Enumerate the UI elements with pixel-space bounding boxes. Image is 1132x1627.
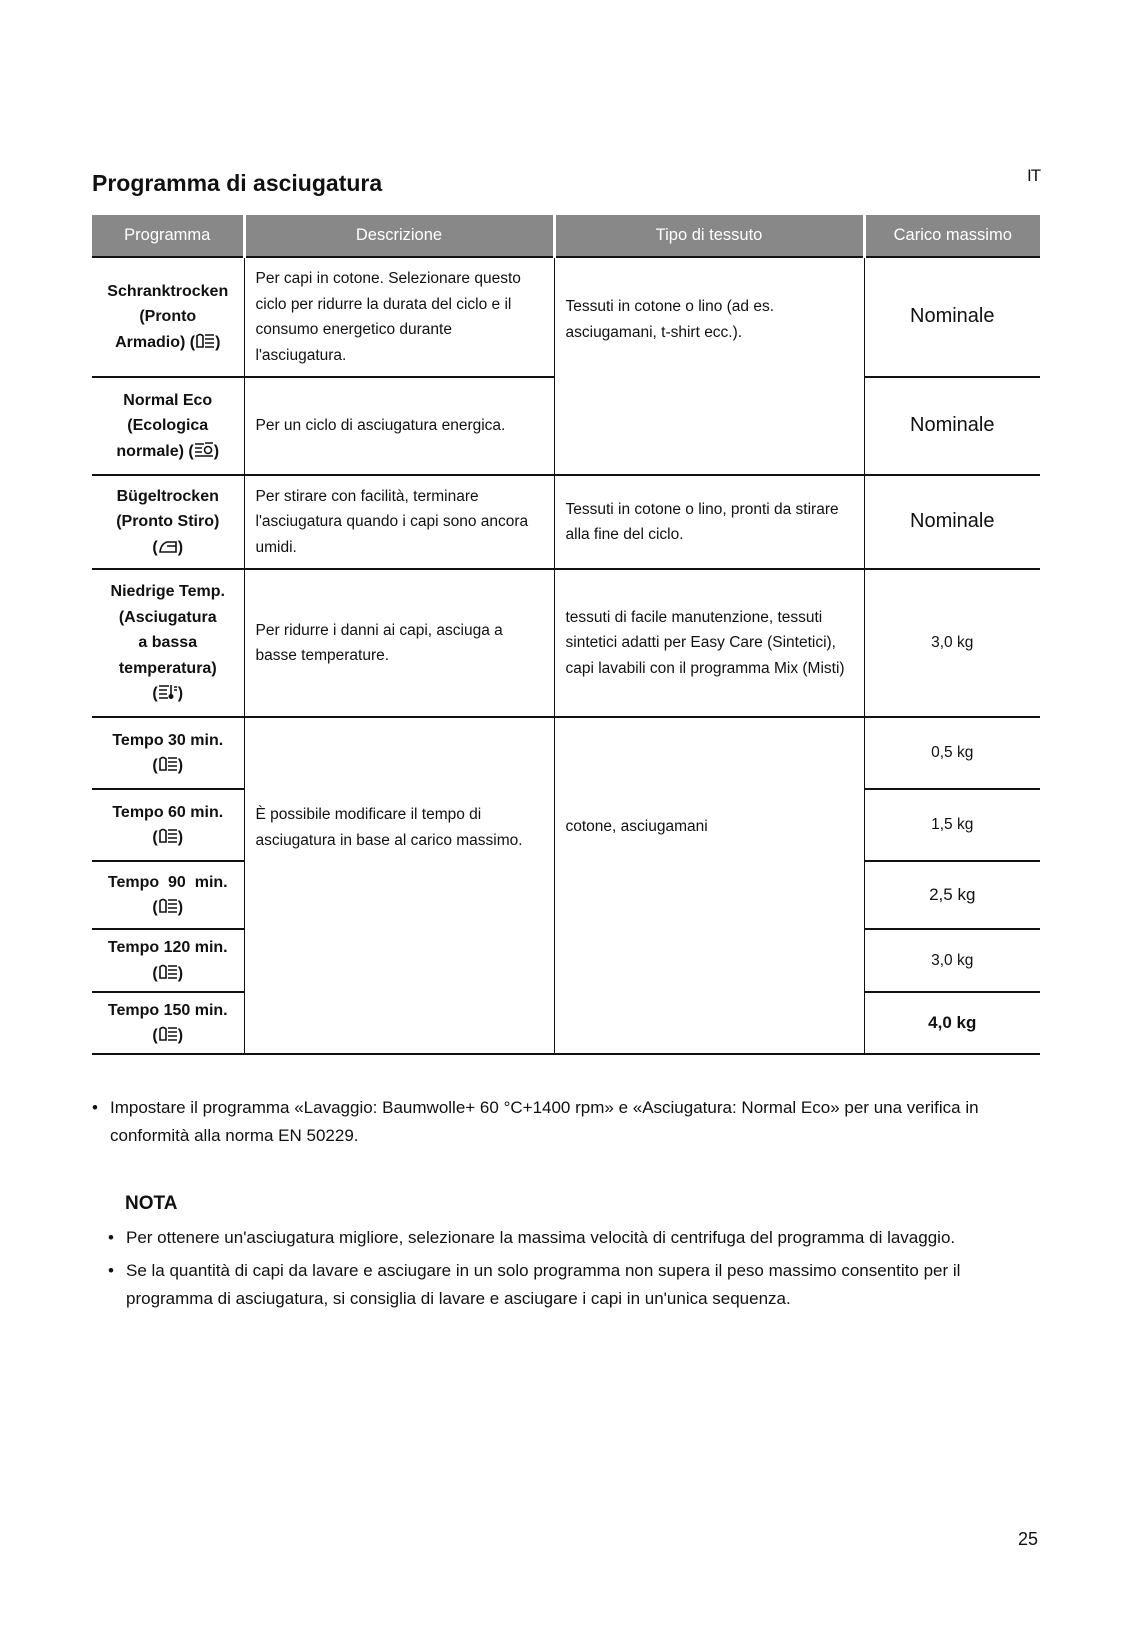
max-load: 3,0 kg <box>864 569 1040 717</box>
table-row <box>92 717 1040 789</box>
timed-dry-icon <box>158 963 178 980</box>
list-item: • Per ottenere un'asciugatura migliore, selezionare la massima velocità di centrifuga del programma di lavaggio. <box>108 1224 1026 1252</box>
dry-cabinet-icon <box>195 332 215 349</box>
verification-note <box>92 1094 1037 1150</box>
timed-dry-icon <box>158 755 178 772</box>
program-name-cell: Bügeltrocken (Pronto Stiro) ( ) <box>92 475 244 569</box>
list-item: • Se la quantità di capi da lavare e asciugare in un solo programma non supera il peso massimo consentito per il programma di asciugatura, si consiglia di lavare e asciugare i capi in un'unica sequenza. <box>108 1257 1026 1313</box>
list-item: • Impostare il programma «Lavaggio: Baumwolle+ 60 °C+1400 rpm» e «Asciugatura: Normal Eco» per una verifica in conformità alla norma EN 50229. <box>92 1094 1037 1150</box>
max-load: 1,5 kg <box>864 789 1040 861</box>
program-name-cell: Tempo 60 min. ( ) <box>92 789 244 861</box>
timed-dry-icon <box>158 1025 178 1042</box>
program-description: È possibile modificare il tempo di asciugatura in base al carico massimo. <box>244 717 554 1054</box>
max-load: 2,5 kg <box>864 861 1040 929</box>
max-load: Nominale <box>864 475 1040 569</box>
table-row <box>92 475 1040 569</box>
program-name-cell: Tempo 150 min. ( ) <box>92 992 244 1054</box>
header-tipo-tessuto: Tipo di tessuto <box>554 215 864 257</box>
max-load: Nominale <box>864 257 1040 377</box>
header-carico-massimo: Carico massimo <box>864 215 1040 257</box>
program-name-cell: Niedrige Temp. (Asciugatura a bassa temperatura) ( ) <box>92 569 244 717</box>
max-load: 3,0 kg <box>864 929 1040 992</box>
iron-dry-icon <box>158 537 178 554</box>
header-programma: Programma <box>92 215 244 257</box>
program-name-cell: Tempo 90 min. ( ) <box>92 861 244 929</box>
nota-heading: NOTA <box>125 1193 178 1214</box>
header-descrizione: Descrizione <box>244 215 554 257</box>
page-title: Programma di asciugatura <box>92 170 383 196</box>
timed-dry-icon <box>158 827 178 844</box>
program-name-cell: Schranktrocken (Pronto Armadio) ( ) <box>92 257 244 377</box>
table-row <box>92 569 1040 717</box>
program-name-cell: Tempo 30 min. ( ) <box>92 717 244 789</box>
program-description: Per capi in cotone. Selezionare questo ciclo per ridurre la durata del ciclo e il consumo energetico durante l'asciugatura. <box>244 257 554 377</box>
program-name-cell: Normal Eco (Ecologica normale) ( ) <box>92 377 244 475</box>
eco-dry-icon <box>194 441 214 458</box>
program-description: Per stirare con facilità, terminare l'asciugatura quando i capi sono ancora umidi. <box>244 475 554 569</box>
program-description: Per ridurre i danni ai capi, asciuga a basse temperature. <box>244 569 554 717</box>
fabric-type: tessuti di facile manutenzione, tessuti sintetici adatti per Easy Care (Sintetici), capi lavabili con il programma Mix (Misti) <box>554 569 864 717</box>
program-description: Per un ciclo di asciugatura energica. <box>244 377 554 475</box>
max-load: Nominale <box>864 377 1040 475</box>
timed-dry-icon <box>158 897 178 914</box>
language-code: IT <box>1027 166 1041 185</box>
fabric-type: Tessuti in cotone o lino, pronti da stirare alla fine del ciclo. <box>554 475 864 569</box>
table-row <box>92 257 1040 377</box>
fabric-type: cotone, asciugamani <box>554 717 864 1054</box>
nota-list <box>108 1224 1026 1318</box>
low-temp-dry-icon <box>158 683 178 700</box>
fabric-type: Tessuti in cotone o lino (ad es. asciugamani, t-shirt ecc.). <box>554 257 864 475</box>
table-header-row <box>92 215 1040 257</box>
max-load: 0,5 kg <box>864 717 1040 789</box>
program-name-cell: Tempo 120 min. ( ) <box>92 929 244 992</box>
page-number: 25 <box>1018 1529 1039 1549</box>
max-load: 4,0 kg <box>864 992 1040 1054</box>
drying-program-table <box>92 215 1040 1055</box>
